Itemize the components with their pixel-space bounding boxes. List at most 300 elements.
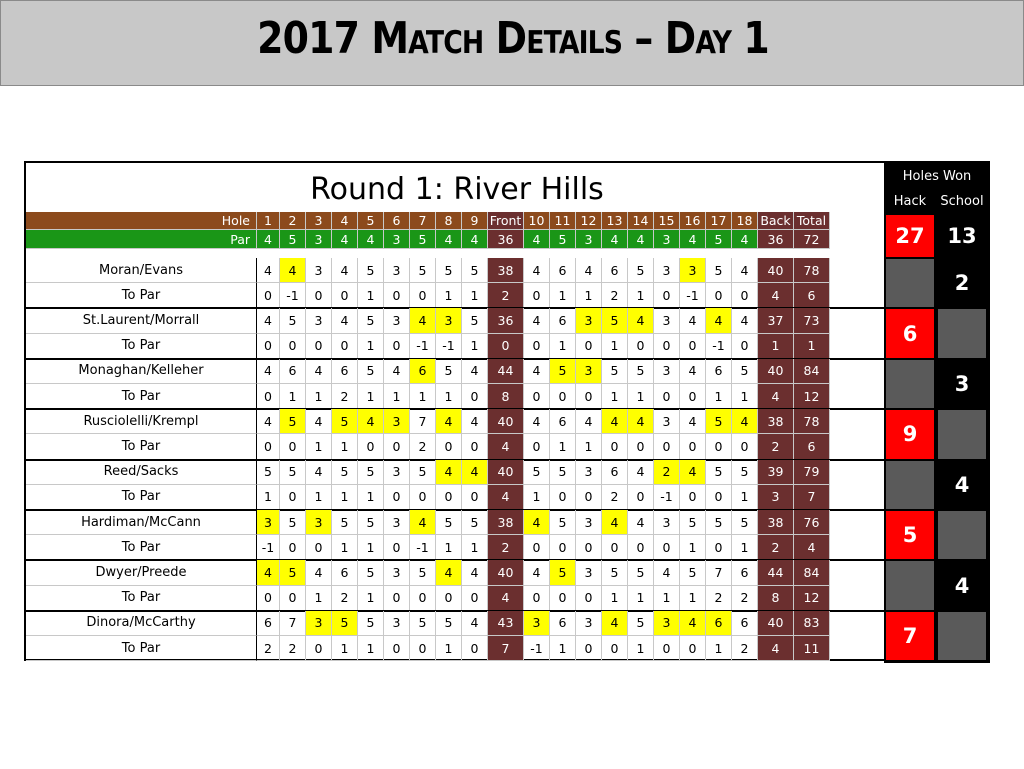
score-cell: 5 (550, 359, 576, 384)
score-cell: 3 (654, 359, 680, 384)
score-cell: 0 (628, 434, 654, 459)
score-cell: 0 (732, 283, 758, 308)
total-cell: 6 (794, 283, 830, 308)
total-cell: 84 (794, 560, 830, 585)
score-cell: 4 (332, 308, 358, 333)
score-cell: 4 (462, 611, 488, 636)
score-cell: 5 (628, 611, 654, 636)
score-cell: 5 (550, 560, 576, 585)
score-cell: 0 (257, 586, 280, 611)
team-name: Reed/Sacks (26, 460, 257, 485)
total-cell: 84 (794, 359, 830, 384)
score-cell: 1 (628, 586, 654, 611)
score-cell: 0 (358, 434, 384, 459)
back-total-cell: 40 (758, 258, 794, 283)
score-cell: 3 (384, 308, 410, 333)
hole-header-cell: 9 (462, 212, 488, 230)
score-cell: 4 (306, 460, 332, 485)
total-cell: 83 (794, 611, 830, 636)
front-total-cell: 2 (488, 535, 524, 560)
score-cell: 2 (257, 636, 280, 661)
score-cell: 4 (524, 560, 550, 585)
score-cell: 0 (628, 535, 654, 560)
score-cell: 5 (706, 460, 732, 485)
team-name: Monaghan/Kelleher (26, 359, 257, 384)
total-cell: 1 (794, 334, 830, 359)
score-cell: 0 (462, 434, 488, 459)
score-cell: 5 (706, 258, 732, 283)
score-cell: 3 (384, 611, 410, 636)
school-holes-won: 3 (936, 359, 988, 409)
score-cell: 0 (332, 283, 358, 308)
score-cell: 1 (524, 485, 550, 510)
score-cell: 4 (680, 460, 706, 485)
score-cell: 5 (436, 258, 462, 283)
score-cell: 5 (628, 359, 654, 384)
back-total-cell: 40 (758, 359, 794, 384)
score-cell: 6 (732, 611, 758, 636)
scorecard-table (24, 161, 990, 661)
score-cell: 6 (332, 359, 358, 384)
score-cell: 1 (576, 434, 602, 459)
front-total-cell: 44 (488, 359, 524, 384)
to-par-label: To Par (26, 535, 257, 560)
score-cell: 5 (410, 258, 436, 283)
score-cell: 4 (436, 409, 462, 434)
score-cell: 1 (576, 283, 602, 308)
score-cell: 4 (732, 308, 758, 333)
score-cell: 2 (332, 384, 358, 409)
score-cell: 0 (306, 283, 332, 308)
score-cell: 1 (332, 636, 358, 661)
team-name: Moran/Evans (26, 258, 257, 283)
back-total-cell: 8 (758, 586, 794, 611)
score-cell: 4 (462, 409, 488, 434)
score-cell: 0 (306, 636, 332, 661)
score-cell: 4 (436, 460, 462, 485)
par-cell: 3 (654, 230, 680, 249)
score-cell: 4 (706, 308, 732, 333)
hole-header-cell: 3 (306, 212, 332, 230)
score-cell: -1 (654, 485, 680, 510)
score-cell: 0 (732, 434, 758, 459)
score-cell: 6 (732, 560, 758, 585)
score-cell: 0 (436, 485, 462, 510)
score-cell: 1 (332, 485, 358, 510)
score-cell: 5 (280, 560, 306, 585)
team-name: Dwyer/Preede (26, 560, 257, 585)
back-total-cell: 38 (758, 409, 794, 434)
score-cell: 1 (436, 636, 462, 661)
score-cell: 3 (576, 460, 602, 485)
score-cell: 0 (576, 586, 602, 611)
score-cell: 6 (550, 611, 576, 636)
score-cell: 3 (576, 308, 602, 333)
score-cell: 4 (306, 359, 332, 384)
score-cell: 3 (257, 510, 280, 535)
hole-header-cell: 2 (280, 212, 306, 230)
score-cell: 4 (524, 258, 550, 283)
score-cell: 3 (576, 359, 602, 384)
par-cell: 3 (576, 230, 602, 249)
hole-header-cell: 12 (576, 212, 602, 230)
par-cell: 4 (462, 230, 488, 249)
back-total-cell: 2 (758, 434, 794, 459)
score-cell: 5 (332, 510, 358, 535)
hack-label: Hack (893, 193, 927, 209)
score-cell: 0 (257, 283, 280, 308)
score-cell: 4 (602, 510, 628, 535)
score-cell: 5 (358, 308, 384, 333)
hack-holes-won: 6 (886, 309, 934, 357)
score-cell: 1 (306, 485, 332, 510)
score-cell: 4 (680, 409, 706, 434)
score-cell: 6 (602, 460, 628, 485)
score-cell: 0 (462, 485, 488, 510)
score-cell: 4 (306, 560, 332, 585)
hole-label: Hole (26, 212, 257, 230)
par-cell: 4 (332, 230, 358, 249)
score-cell: 0 (257, 334, 280, 359)
score-cell: 6 (602, 258, 628, 283)
total-cell: 6 (794, 434, 830, 459)
score-cell: 3 (654, 258, 680, 283)
score-cell: 0 (680, 636, 706, 661)
hole-header-cell: Back (758, 212, 794, 230)
score-cell: 2 (602, 283, 628, 308)
score-cell: 3 (654, 510, 680, 535)
score-cell: 4 (257, 409, 280, 434)
school-holes-won: 4 (936, 560, 988, 610)
score-cell: 4 (410, 308, 436, 333)
score-cell: 4 (654, 560, 680, 585)
score-cell: 4 (384, 359, 410, 384)
score-cell: 4 (462, 460, 488, 485)
front-total-cell: 0 (488, 334, 524, 359)
score-cell: 0 (280, 535, 306, 560)
front-total-cell: 38 (488, 510, 524, 535)
score-cell: 0 (524, 434, 550, 459)
score-cell: 4 (257, 258, 280, 283)
score-cell: 5 (628, 560, 654, 585)
score-cell: 0 (280, 586, 306, 611)
score-cell: 1 (332, 535, 358, 560)
score-cell: 1 (550, 334, 576, 359)
score-cell: 1 (628, 636, 654, 661)
hack-holes-won (886, 360, 934, 408)
to-par-label: To Par (26, 586, 257, 611)
score-cell: 5 (680, 510, 706, 535)
par-cell: 4 (628, 230, 654, 249)
score-cell: 4 (680, 359, 706, 384)
school-holes-won: 2 (936, 258, 988, 308)
score-cell: 0 (628, 334, 654, 359)
score-cell: 4 (257, 560, 280, 585)
score-cell: 4 (576, 409, 602, 434)
score-cell: 5 (550, 460, 576, 485)
score-cell: 0 (576, 384, 602, 409)
score-cell: 5 (680, 560, 706, 585)
front-total-cell: 2 (488, 283, 524, 308)
total-cell: 73 (794, 308, 830, 333)
team-name: Hardiman/McCann (26, 510, 257, 535)
team-name: St.Laurent/Morrall (26, 308, 257, 333)
score-cell: 0 (706, 283, 732, 308)
score-cell: 5 (462, 308, 488, 333)
score-cell: 0 (602, 434, 628, 459)
score-cell: 0 (384, 636, 410, 661)
score-cell: 5 (280, 409, 306, 434)
score-cell: 3 (654, 308, 680, 333)
total-cell: 7 (794, 485, 830, 510)
score-cell: 5 (358, 258, 384, 283)
score-cell: 1 (358, 485, 384, 510)
hack-holes-won: 9 (886, 410, 934, 458)
score-cell: 5 (524, 460, 550, 485)
score-cell: 1 (358, 334, 384, 359)
score-cell: 5 (732, 460, 758, 485)
score-cell: 1 (410, 384, 436, 409)
score-cell: 0 (550, 384, 576, 409)
hole-header-cell: 14 (628, 212, 654, 230)
score-cell: 3 (306, 308, 332, 333)
hole-header-cell: 15 (654, 212, 680, 230)
score-cell: 0 (602, 636, 628, 661)
score-cell: 0 (257, 434, 280, 459)
front-total-cell: 8 (488, 384, 524, 409)
score-cell: 1 (436, 384, 462, 409)
back-total-cell: 4 (758, 283, 794, 308)
page-title: 2017 Match Details – Day 1 (257, 13, 769, 64)
score-cell: 0 (654, 283, 680, 308)
to-par-label: To Par (26, 485, 257, 510)
back-total-cell: 4 (758, 384, 794, 409)
par-cell: 5 (410, 230, 436, 249)
score-cell: 5 (706, 409, 732, 434)
score-cell: 0 (384, 535, 410, 560)
score-cell: 4 (410, 510, 436, 535)
total-cell: 4 (794, 535, 830, 560)
back-total-cell: 37 (758, 308, 794, 333)
to-par-label: To Par (26, 384, 257, 409)
hole-header-cell: 11 (550, 212, 576, 230)
score-cell: 1 (358, 283, 384, 308)
score-cell: -1 (524, 636, 550, 661)
score-cell: 1 (550, 283, 576, 308)
par-cell: 36 (758, 230, 794, 249)
score-cell: 0 (706, 434, 732, 459)
score-cell: 2 (732, 586, 758, 611)
hole-header-cell: 1 (257, 212, 280, 230)
score-cell: 0 (410, 283, 436, 308)
score-cell: 4 (524, 359, 550, 384)
front-total-cell: 4 (488, 434, 524, 459)
par-cell: 5 (706, 230, 732, 249)
hole-header-cell: 7 (410, 212, 436, 230)
score-cell: 3 (680, 258, 706, 283)
total-cell: 12 (794, 586, 830, 611)
score-cell: 1 (462, 334, 488, 359)
score-cell: 7 (410, 409, 436, 434)
score-cell: 0 (410, 636, 436, 661)
hack-holes-won: 5 (886, 511, 934, 559)
score-cell: 4 (524, 510, 550, 535)
hole-header-cell: 6 (384, 212, 410, 230)
score-cell: 4 (680, 611, 706, 636)
score-cell: 0 (384, 283, 410, 308)
title-bar (0, 0, 1024, 86)
score-cell: 0 (280, 485, 306, 510)
score-cell: 5 (358, 560, 384, 585)
par-cell: 4 (436, 230, 462, 249)
score-cell: 0 (550, 586, 576, 611)
score-cell: 1 (602, 334, 628, 359)
score-cell: 5 (280, 460, 306, 485)
total-cell: 78 (794, 409, 830, 434)
score-cell: 0 (436, 434, 462, 459)
score-cell: 1 (462, 535, 488, 560)
score-cell: 0 (384, 586, 410, 611)
holes-won-title: Holes Won (902, 168, 972, 184)
score-cell: 5 (602, 359, 628, 384)
score-cell: 0 (384, 434, 410, 459)
score-cell: 6 (550, 409, 576, 434)
score-cell: 5 (706, 510, 732, 535)
score-cell: -1 (410, 334, 436, 359)
score-cell: 4 (462, 359, 488, 384)
front-total-cell: 7 (488, 636, 524, 661)
score-cell: 1 (436, 535, 462, 560)
par-cell: 3 (306, 230, 332, 249)
to-par-label: To Par (26, 636, 257, 661)
score-cell: 3 (384, 258, 410, 283)
score-cell: 3 (384, 510, 410, 535)
score-cell: 5 (410, 460, 436, 485)
score-cell: 3 (306, 611, 332, 636)
score-cell: 1 (602, 384, 628, 409)
score-cell: 1 (462, 283, 488, 308)
score-cell: 1 (358, 636, 384, 661)
score-cell: 0 (576, 535, 602, 560)
score-cell: 4 (332, 258, 358, 283)
score-cell: 0 (384, 485, 410, 510)
score-cell: 5 (410, 611, 436, 636)
front-total-cell: 40 (488, 460, 524, 485)
score-cell: 2 (732, 636, 758, 661)
score-cell: 0 (384, 334, 410, 359)
score-cell: 0 (576, 485, 602, 510)
score-cell: 0 (680, 485, 706, 510)
hack-total: 27 (886, 215, 934, 257)
school-holes-won: 4 (936, 460, 988, 510)
back-total-cell: 39 (758, 460, 794, 485)
score-cell: 3 (576, 560, 602, 585)
score-cell: 5 (462, 510, 488, 535)
score-cell: 0 (280, 434, 306, 459)
score-cell: 1 (332, 434, 358, 459)
school-holes-won (938, 612, 986, 660)
score-cell: 0 (524, 535, 550, 560)
score-cell: 0 (524, 283, 550, 308)
score-cell: 3 (436, 308, 462, 333)
score-cell: 1 (732, 535, 758, 560)
total-cell: 11 (794, 636, 830, 661)
score-cell: 0 (462, 384, 488, 409)
score-cell: 3 (384, 409, 410, 434)
score-cell: 0 (628, 485, 654, 510)
score-cell: 5 (358, 510, 384, 535)
score-cell: 0 (654, 434, 680, 459)
score-cell: 3 (524, 611, 550, 636)
score-cell: 3 (384, 460, 410, 485)
par-cell: 4 (257, 230, 280, 249)
score-cell: 0 (306, 535, 332, 560)
score-cell: 4 (628, 510, 654, 535)
score-cell: 2 (280, 636, 306, 661)
score-cell: 3 (306, 510, 332, 535)
par-cell: 5 (280, 230, 306, 249)
score-cell: 1 (257, 485, 280, 510)
hack-holes-won (886, 259, 934, 307)
score-cell: 3 (384, 560, 410, 585)
school-label: School (940, 193, 984, 209)
score-cell: 5 (602, 308, 628, 333)
score-cell: 6 (280, 359, 306, 384)
score-cell: 0 (462, 636, 488, 661)
to-par-label: To Par (26, 434, 257, 459)
score-cell: 6 (706, 611, 732, 636)
score-cell: 0 (550, 535, 576, 560)
score-cell: -1 (436, 334, 462, 359)
school-holes-won (938, 309, 986, 357)
score-cell: 0 (706, 485, 732, 510)
score-cell: 0 (706, 535, 732, 560)
score-cell: 7 (280, 611, 306, 636)
score-cell: 5 (358, 359, 384, 384)
total-cell: 79 (794, 460, 830, 485)
score-cell: 0 (680, 334, 706, 359)
score-cell: 4 (358, 409, 384, 434)
score-cell: 2 (410, 434, 436, 459)
score-cell: 0 (524, 384, 550, 409)
back-total-cell: 4 (758, 636, 794, 661)
school-total: 13 (936, 215, 988, 257)
score-cell: 5 (280, 308, 306, 333)
score-cell: 3 (306, 258, 332, 283)
score-cell: 6 (257, 611, 280, 636)
score-cell: 4 (732, 258, 758, 283)
score-cell: 3 (654, 409, 680, 434)
score-cell: 0 (680, 434, 706, 459)
par-cell: 4 (732, 230, 758, 249)
score-cell: 1 (602, 586, 628, 611)
hole-header-cell: 13 (602, 212, 628, 230)
hole-header-cell: 16 (680, 212, 706, 230)
par-cell: 5 (550, 230, 576, 249)
score-cell: 3 (654, 611, 680, 636)
score-cell: 6 (550, 308, 576, 333)
score-cell: 1 (550, 434, 576, 459)
score-cell: 1 (680, 586, 706, 611)
score-cell: 1 (654, 586, 680, 611)
team-name: Rusciolelli/Krempl (26, 409, 257, 434)
score-cell: 5 (332, 611, 358, 636)
score-cell: 2 (706, 586, 732, 611)
score-cell: 5 (732, 359, 758, 384)
score-cell: 5 (436, 510, 462, 535)
score-cell: 4 (306, 409, 332, 434)
score-cell: 5 (358, 460, 384, 485)
